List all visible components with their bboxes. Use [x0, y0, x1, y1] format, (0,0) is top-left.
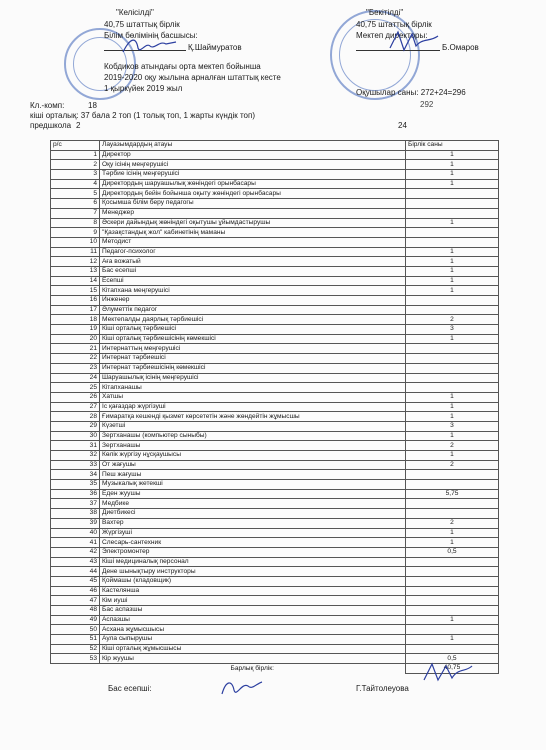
row-number: 46 [51, 586, 100, 596]
unit-count: 1 [406, 247, 499, 257]
position-name: Кіші орталық тәрбиешісі [100, 325, 406, 335]
row-number: 3 [51, 170, 100, 180]
position-name: Кітапхана меңгерушісі [100, 286, 406, 296]
row-number: 28 [51, 412, 100, 422]
row-number: 5 [51, 189, 100, 199]
unit-count: 1 [406, 286, 499, 296]
accountant-label: Бас есепші: [108, 684, 152, 693]
bottom-right-signature [420, 660, 476, 684]
position-name: Хатшы [100, 392, 406, 402]
row-number: 40 [51, 528, 100, 538]
total-value: 40,75 [406, 664, 499, 674]
table-row [51, 150, 499, 160]
row-number: 29 [51, 421, 100, 431]
row-number: 44 [51, 567, 100, 577]
table-row [51, 237, 499, 247]
row-number: 19 [51, 325, 100, 335]
row-number: 30 [51, 431, 100, 441]
unit-count: 5,75 [406, 489, 499, 499]
unit-count: 0,5 [406, 547, 499, 557]
accountant-signature [218, 676, 266, 700]
row-number: 12 [51, 257, 100, 267]
row-number: 8 [51, 218, 100, 228]
unit-count [406, 305, 499, 315]
table-header-row [51, 141, 499, 151]
left-approval-dept: Білім бөлімінің басшысы: [104, 31, 198, 40]
preschool-label: предшкола [30, 121, 72, 130]
row-number: 47 [51, 596, 100, 606]
table-row [51, 538, 499, 548]
unit-count [406, 208, 499, 218]
unit-count [406, 557, 499, 567]
unit-count [406, 509, 499, 519]
unit-count: 1 [406, 528, 499, 538]
row-number: 6 [51, 199, 100, 209]
position-name: Слесарь-сантехник [100, 538, 406, 548]
table-row [51, 296, 499, 306]
unit-count: 2 [406, 315, 499, 325]
table-row [51, 441, 499, 451]
unit-count: 1 [406, 392, 499, 402]
right-approval-units: 40,75 штаттық бірлік [356, 20, 432, 29]
table-row [51, 567, 499, 577]
table-row [51, 160, 499, 170]
table-row [51, 528, 499, 538]
row-number: 25 [51, 383, 100, 393]
row-number: 42 [51, 547, 100, 557]
table-row [51, 586, 499, 596]
table-row [51, 257, 499, 267]
position-name: Инженер [100, 296, 406, 306]
position-name: Мектепалды даярлық тәрбиешісі [100, 315, 406, 325]
table-row [51, 354, 499, 364]
row-number: 14 [51, 276, 100, 286]
position-name: Есепші [100, 276, 406, 286]
table-row [51, 363, 499, 373]
row-number: 32 [51, 451, 100, 461]
position-name: Директор [100, 150, 406, 160]
unit-count [406, 296, 499, 306]
table-row [51, 266, 499, 276]
left-approval-quote: "Келісілді" [116, 8, 154, 17]
position-name: Музыкалық жетекші [100, 480, 406, 490]
unit-count [406, 480, 499, 490]
row-number: 50 [51, 625, 100, 635]
table-row [51, 421, 499, 431]
unit-count: 1 [406, 431, 499, 441]
position-name: Кім иуші [100, 596, 406, 606]
position-name: Оқу ісінің меңгерушісі [100, 160, 406, 170]
row-number: 33 [51, 460, 100, 470]
unit-count: 2 [406, 441, 499, 451]
unit-count: 3 [406, 421, 499, 431]
position-name: Вахтер [100, 518, 406, 528]
row-number: 34 [51, 470, 100, 480]
unit-count [406, 470, 499, 480]
table-row [51, 334, 499, 344]
position-name: Күзетші [100, 421, 406, 431]
row-number: 22 [51, 354, 100, 364]
position-name: Интернаттың меңгерушісі [100, 344, 406, 354]
unit-count: 1 [406, 160, 499, 170]
position-name: От жағушы [100, 460, 406, 470]
position-name: Менеджер [100, 208, 406, 218]
table-row [51, 392, 499, 402]
centre-info: кіші орталық: 37 бала 2 топ (1 толық топ, 1 жарты күндік топ) [30, 111, 255, 120]
row-number: 37 [51, 499, 100, 509]
row-number: 45 [51, 576, 100, 586]
row-number: 26 [51, 392, 100, 402]
unit-count: 3 [406, 325, 499, 335]
position-name: Іс қағаздар жүргізуші [100, 402, 406, 412]
position-name: Бас есепші [100, 266, 406, 276]
row-number: 10 [51, 237, 100, 247]
row-number: 36 [51, 489, 100, 499]
unit-count: 1 [406, 635, 499, 645]
right-approval-quote: "Бекітілді" [366, 8, 404, 17]
position-name: Директордың шаруашылық жөніндегі орынбасары [100, 179, 406, 189]
unit-count [406, 354, 499, 364]
table-row [51, 470, 499, 480]
unit-count: 1 [406, 257, 499, 267]
position-name: Кастелянша [100, 586, 406, 596]
col-header-number: р/с [51, 141, 100, 151]
doc-subtitle-line2: 2019-2020 оқу жылына арналған штаттық кесте [104, 73, 281, 82]
doc-subtitle-line1: Кобдиков атындағы орта мектеп бойынша [104, 62, 261, 71]
table-row [51, 218, 499, 228]
total-spacer [51, 664, 100, 674]
row-number: 51 [51, 635, 100, 645]
table-row [51, 489, 499, 499]
table-row [51, 247, 499, 257]
row-number: 15 [51, 286, 100, 296]
unit-count [406, 344, 499, 354]
col-header-units: Бірлік саны [406, 141, 499, 151]
position-name: Кітапханашы [100, 383, 406, 393]
unit-count: 1 [406, 451, 499, 461]
left-signature [120, 34, 180, 56]
info-right-value: 24 [398, 121, 407, 130]
table-row [51, 179, 499, 189]
unit-count: 1 [406, 150, 499, 160]
table-row [51, 480, 499, 490]
position-name: Аспазшы [100, 615, 406, 625]
unit-count [406, 189, 499, 199]
table-row [51, 189, 499, 199]
unit-count [406, 383, 499, 393]
doc-subtitle-line3: 1 қыркүйек 2019 жыл [104, 84, 183, 93]
position-name: Зертханашы (компьютер сыныбы) [100, 431, 406, 441]
table-row [51, 518, 499, 528]
position-name: Көлік жүргізу нұсқаушысы [100, 451, 406, 461]
row-number: 41 [51, 538, 100, 548]
position-name: Тәрбие ісінің меңгерушісі [100, 170, 406, 180]
row-number: 20 [51, 334, 100, 344]
position-name: Аға вожатый [100, 257, 406, 267]
table-row [51, 547, 499, 557]
table-row [51, 625, 499, 635]
position-name: Шаруашылық ісінің меңгерушісі [100, 373, 406, 383]
position-name: Зертханашы [100, 441, 406, 451]
right-signer-name: Б.Омаров [442, 43, 479, 52]
position-name: Педагог-психолог [100, 247, 406, 257]
row-number: 17 [51, 305, 100, 315]
unit-count [406, 373, 499, 383]
row-number: 23 [51, 363, 100, 373]
row-number: 24 [51, 373, 100, 383]
position-name: Медбике [100, 499, 406, 509]
position-name: Ғимаратқа кешенді қызмет көрсететін және жөндейтін жұмысшы [100, 412, 406, 422]
row-number: 27 [51, 402, 100, 412]
table-row [51, 305, 499, 315]
unit-count [406, 363, 499, 373]
unit-count: 1 [406, 412, 499, 422]
unit-count [406, 228, 499, 238]
row-number: 9 [51, 228, 100, 238]
total-label: Барлық бірлік: [230, 664, 274, 672]
position-name: Пеш жағушы [100, 470, 406, 480]
students-total: 292 [420, 100, 434, 109]
position-name: Кіші орталық тәрбиешісінің көмекшісі [100, 334, 406, 344]
table-row [51, 402, 499, 412]
table-row [51, 170, 499, 180]
table-row [51, 635, 499, 645]
position-name: Еден жуушы [100, 489, 406, 499]
table-row [51, 315, 499, 325]
unit-count: 1 [406, 179, 499, 189]
position-name: "Қазақстандық жол" кабинетінің маманы [100, 228, 406, 238]
unit-count: 1 [406, 615, 499, 625]
unit-count [406, 499, 499, 509]
table-row [51, 276, 499, 286]
unit-count [406, 625, 499, 635]
accountant-name: Г.Тайтолеуова [356, 684, 409, 693]
unit-count [406, 567, 499, 577]
table-row [51, 499, 499, 509]
position-name: Интернат тәрбиешісі [100, 354, 406, 364]
unit-count: 1 [406, 538, 499, 548]
right-signature [386, 28, 442, 54]
position-name: Кір жуушы [100, 654, 406, 664]
row-number: 13 [51, 266, 100, 276]
table-row [51, 596, 499, 606]
komp-value: 18 [88, 101, 97, 110]
unit-count [406, 606, 499, 616]
row-number: 39 [51, 518, 100, 528]
position-name: Дене шынықтыру инструкторы [100, 567, 406, 577]
table-row [51, 509, 499, 519]
unit-count: 1 [406, 334, 499, 344]
table-row [51, 557, 499, 567]
table-row [51, 451, 499, 461]
position-name: Жүргізуші [100, 528, 406, 538]
unit-count: 2 [406, 518, 499, 528]
unit-count [406, 644, 499, 654]
right-approval-role: Мектеп директоры: [356, 31, 428, 40]
row-number: 16 [51, 296, 100, 306]
preschool-value: 2 [76, 121, 81, 130]
row-number: 21 [51, 344, 100, 354]
staffing-table [50, 140, 499, 674]
left-signer-name: Қ.Шаймуратов [188, 43, 242, 52]
row-number: 48 [51, 606, 100, 616]
row-number: 18 [51, 315, 100, 325]
position-name: Интернат тәрбиешісінің көмекшісі [100, 363, 406, 373]
unit-count: 1 [406, 276, 499, 286]
unit-count [406, 596, 499, 606]
unit-count: 1 [406, 266, 499, 276]
table-row [51, 644, 499, 654]
unit-count: 1 [406, 402, 499, 412]
table-row [51, 615, 499, 625]
unit-count: 2 [406, 460, 499, 470]
unit-count [406, 586, 499, 596]
row-number: 4 [51, 179, 100, 189]
position-name: Методист [100, 237, 406, 247]
table-row [51, 460, 499, 470]
komp-label: Кл.-комп: [30, 101, 65, 110]
position-name: Әлуметтік педагог [100, 305, 406, 315]
row-number: 7 [51, 208, 100, 218]
row-number: 43 [51, 557, 100, 567]
row-number: 2 [51, 160, 100, 170]
unit-count: 0,5 [406, 654, 499, 664]
unit-count: 1 [406, 218, 499, 228]
table-row [51, 412, 499, 422]
row-number: 53 [51, 654, 100, 664]
position-name: Кіші медициналық персонал [100, 557, 406, 567]
row-number: 31 [51, 441, 100, 451]
table-row [51, 344, 499, 354]
unit-count [406, 576, 499, 586]
table-row [51, 228, 499, 238]
position-name: Бас аспазшы [100, 606, 406, 616]
table-row [51, 286, 499, 296]
col-header-position: Лауазымдардың атауы [100, 141, 406, 151]
row-number: 11 [51, 247, 100, 257]
unit-count: 1 [406, 170, 499, 180]
position-name: Диетбикесі [100, 509, 406, 519]
position-name: Әскери дайындық жөніндегі оқытушы ұйымдастырушы [100, 218, 406, 228]
table-row [51, 325, 499, 335]
row-number: 38 [51, 509, 100, 519]
position-name: Асхана жұмысшысы [100, 625, 406, 635]
position-name: Қосымша білім беру педагогы [100, 199, 406, 209]
position-name: Аула сыпырушы [100, 635, 406, 645]
left-approval-units: 40,75 штаттық бірлік [104, 20, 180, 29]
position-name: Қоймашы (кладовщик) [100, 576, 406, 586]
row-number: 35 [51, 480, 100, 490]
position-name: Кіші орталық жұмысшысы [100, 644, 406, 654]
students-count: Оқушылар саны: 272+24=296 [356, 88, 466, 97]
table-row [51, 431, 499, 441]
table-row [51, 383, 499, 393]
table-row [51, 208, 499, 218]
position-name: Директордың бейін бойынша оқыту жөніндегі орынбасары [100, 189, 406, 199]
row-number: 52 [51, 644, 100, 654]
row-number: 49 [51, 615, 100, 625]
table-row [51, 373, 499, 383]
unit-count [406, 237, 499, 247]
position-name: Электромонтер [100, 547, 406, 557]
unit-count [406, 199, 499, 209]
table-row [51, 199, 499, 209]
table-row [51, 576, 499, 586]
table-row [51, 606, 499, 616]
row-number: 1 [51, 150, 100, 160]
